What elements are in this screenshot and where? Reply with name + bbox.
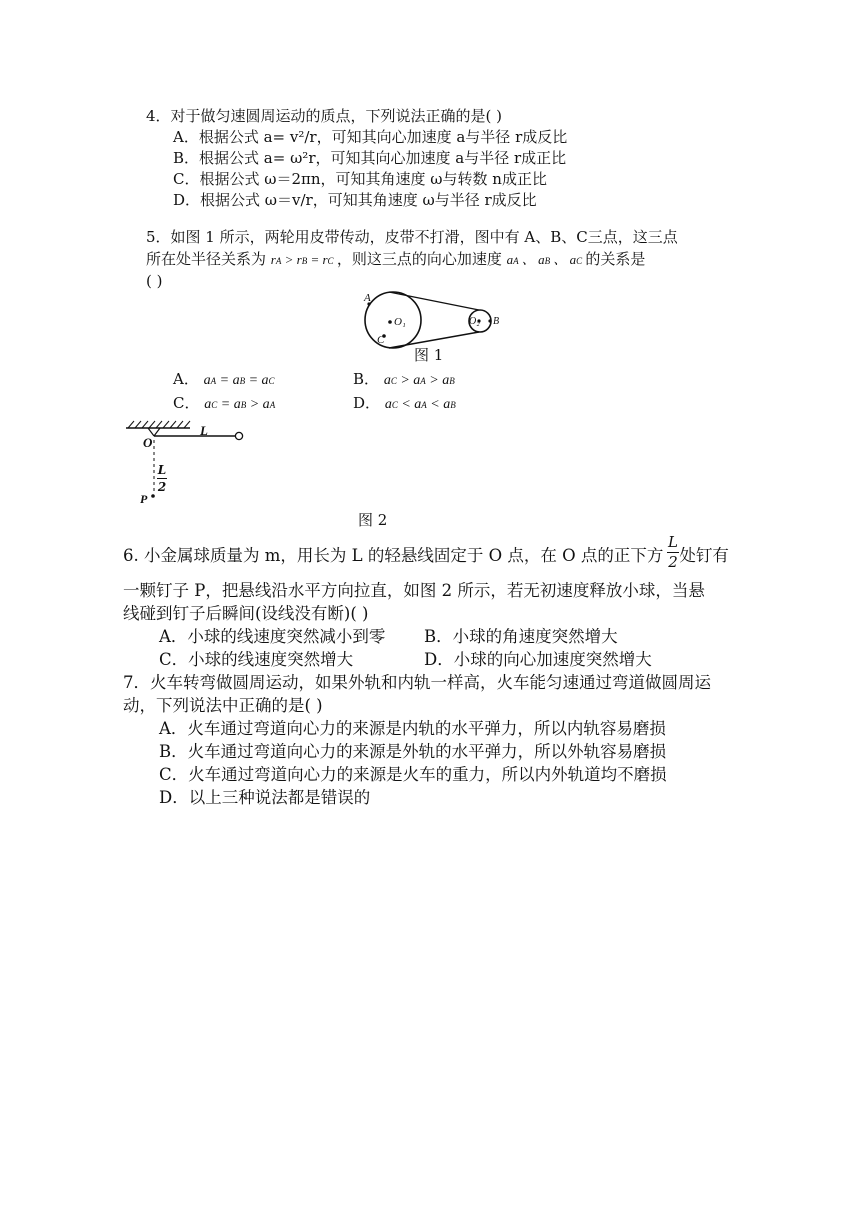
q5-option-a-label: A． bbox=[173, 370, 199, 388]
o2-label: O₂ bbox=[469, 316, 480, 327]
fig2-l-label: L bbox=[200, 423, 208, 438]
point-b-label: B bbox=[493, 316, 500, 327]
q5-option-b-label: B． bbox=[353, 370, 380, 388]
q5-option-c-formula: aC = aB > aA bbox=[204, 397, 276, 412]
figure-2-caption: 图 2 bbox=[358, 511, 388, 529]
q5-option-d bbox=[353, 396, 456, 412]
q7-option-a: A．火车通过弯道向心力的来源是内轨的水平弹力，所以内轨容易磨损 bbox=[159, 719, 666, 738]
q7-option-b: B．火车通过弯道向心力的来源是外轨的水平弹力，所以外轨容易磨损 bbox=[159, 742, 667, 761]
q4-option-d: D．根据公式 ω＝v/r，可知其角速度 ω与半径 r成反比 bbox=[173, 191, 537, 209]
q5-line3: ( ) bbox=[146, 272, 163, 290]
q6-fraction bbox=[667, 535, 679, 570]
point-c-label: C bbox=[377, 334, 385, 346]
q6-option-d: D．小球的向心加速度突然增大 bbox=[424, 650, 652, 669]
q6-option-b: B．小球的角速度突然增大 bbox=[424, 627, 618, 646]
accel-symbols: aA 、 aB 、 aC bbox=[506, 252, 583, 267]
q5-option-c bbox=[173, 396, 275, 412]
q5-option-c-label: C． bbox=[173, 394, 200, 412]
q5-option-a bbox=[173, 372, 275, 388]
q6-line1-a: 6. 小金属球质量为 m，用长为 L 的轻悬线固定于 O 点，在 O 点的正下方 bbox=[123, 546, 664, 565]
q6-line3: 线碰到钉子后瞬间(设线没有断)( ) bbox=[123, 604, 369, 623]
q6-line1 bbox=[123, 548, 729, 565]
q5-option-a-formula: aA = aB = aC bbox=[203, 373, 275, 388]
q6-option-c: C．小球的线速度突然增大 bbox=[159, 650, 354, 669]
q6-frac-num: L bbox=[668, 533, 678, 551]
q5-option-b bbox=[353, 372, 455, 388]
q7-line2: 动，下列说法中正确的是( ) bbox=[123, 696, 323, 715]
fig2-half-length bbox=[157, 464, 167, 493]
q6-line1-b: 处钉有 bbox=[679, 546, 729, 565]
q5-option-b-formula: aC > aA > aB bbox=[383, 373, 455, 388]
q6-option-a: A．小球的线速度突然减小到零 bbox=[159, 627, 386, 646]
q4-option-b: B．根据公式 a= ω²r，可知其向心加速度 a与半径 r成正比 bbox=[173, 149, 567, 167]
q5-line2-b: ，则这三点的向心加速度 bbox=[336, 250, 502, 268]
q5-line2 bbox=[146, 252, 645, 267]
point-a-label: A bbox=[364, 292, 371, 304]
o1-label: O₁ bbox=[394, 316, 406, 328]
q5-line2-a: 所在处半径关系为 bbox=[146, 250, 267, 268]
q5-line2-c: 的关系是 bbox=[585, 250, 646, 268]
q5-line1: 5．如图 1 所示，两轮用皮带传动，皮带不打滑，图中有 A、B、C三点，这三点 bbox=[146, 228, 678, 246]
q5-option-d-label: D． bbox=[353, 394, 381, 412]
fig2-half-num: L bbox=[157, 463, 167, 477]
q4-stem: 4．对于做匀速圆周运动的质点，下列说法正确的是( ) bbox=[146, 107, 503, 125]
figure-1-caption: 图 1 bbox=[414, 346, 444, 364]
q6-frac-den: 2 bbox=[668, 553, 678, 571]
radius-relation: rA > rB = rC bbox=[270, 252, 334, 267]
q4-option-a: A．根据公式 a= v²/r，可知其向心加速度 a与半径 r成反比 bbox=[173, 128, 568, 146]
q7-option-c: C．火车通过弯道向心力的来源是火车的重力，所以内外轨道均不磨损 bbox=[159, 765, 667, 784]
q7-line1: 7．火车转弯做圆周运动，如果外轨和内轨一样高，火车能匀速通过弯道做圆周运 bbox=[123, 673, 711, 692]
q7-option-d: D．以上三种说法都是错误的 bbox=[159, 788, 371, 807]
fig2-o-label: O bbox=[143, 435, 153, 450]
fig2-half-den: 2 bbox=[157, 480, 167, 494]
q4-option-c: C．根据公式 ω＝2πn，可知其角速度 ω与转数 n成正比 bbox=[173, 170, 547, 188]
q5-option-d-formula: aC < aA < aB bbox=[384, 397, 456, 412]
q6-line2: 一颗钉子 P，把悬线沿水平方向拉直，如图 2 所示，若无初速度释放小球，当悬 bbox=[123, 581, 705, 600]
fig2-p-label: P bbox=[140, 492, 148, 506]
